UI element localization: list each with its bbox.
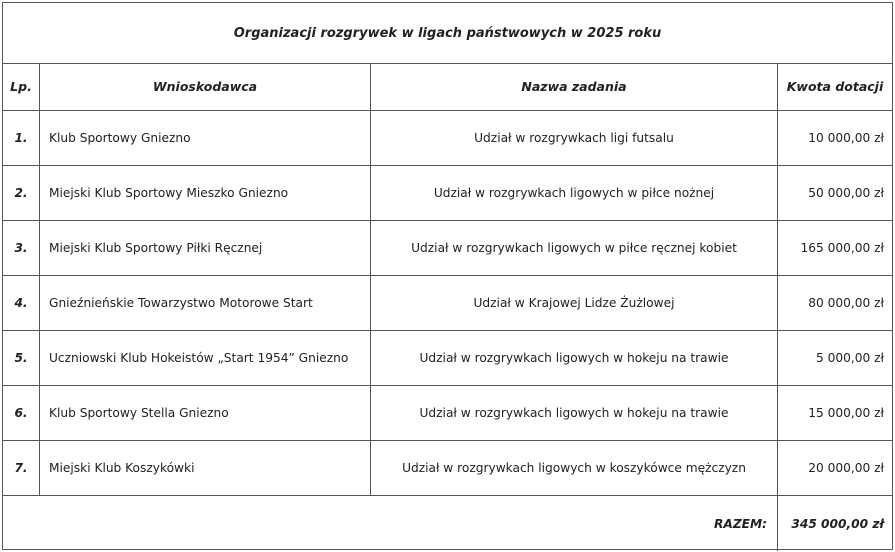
table-row bbox=[3, 441, 892, 496]
row-amount: 80 000,00 zł bbox=[778, 276, 893, 331]
header-row bbox=[3, 63, 892, 111]
total-row bbox=[3, 496, 892, 552]
row-task: Udział w rozgrywkach ligowych w koszykówce mężczyzn bbox=[371, 441, 778, 496]
table-title: Organizacji rozgrywek w ligach państwowych w 2025 roku bbox=[3, 3, 892, 64]
table-row bbox=[3, 111, 892, 166]
row-number: 6. bbox=[3, 386, 40, 441]
row-amount: 165 000,00 zł bbox=[778, 221, 893, 276]
header-lp: Lp. bbox=[3, 63, 40, 111]
row-amount: 50 000,00 zł bbox=[778, 166, 893, 221]
row-amount: 10 000,00 zł bbox=[778, 111, 893, 166]
grant-table bbox=[3, 63, 892, 551]
row-applicant: Klub Sportowy Stella Gniezno bbox=[40, 386, 371, 441]
row-applicant: Gnieźnieńskie Towarzystwo Motorowe Start bbox=[40, 276, 371, 331]
row-task: Udział w rozgrywkach ligowych w piłce ręcznej kobiet bbox=[371, 221, 778, 276]
row-number: 2. bbox=[3, 166, 40, 221]
row-task: Udział w rozgrywkach ligowych w piłce nożnej bbox=[371, 166, 778, 221]
table-row bbox=[3, 386, 892, 441]
total-label: RAZEM: bbox=[371, 496, 778, 552]
row-task: Udział w Krajowej Lidze Żużlowej bbox=[371, 276, 778, 331]
row-number: 1. bbox=[3, 111, 40, 166]
row-applicant: Miejski Klub Koszykówki bbox=[40, 441, 371, 496]
row-task: Udział w rozgrywkach ligowych w hokeju na trawie bbox=[371, 331, 778, 386]
header-task: Nazwa zadania bbox=[371, 63, 778, 111]
row-amount: 5 000,00 zł bbox=[778, 331, 893, 386]
table-row bbox=[3, 331, 892, 386]
row-amount: 15 000,00 zł bbox=[778, 386, 893, 441]
row-applicant: Miejski Klub Sportowy Piłki Ręcznej bbox=[40, 221, 371, 276]
table-row bbox=[3, 276, 892, 331]
table-row bbox=[3, 166, 892, 221]
total-amount: 345 000,00 zł bbox=[791, 516, 884, 531]
row-task: Udział w rozgrywkach ligowych w hokeju na trawie bbox=[371, 386, 778, 441]
header-applicant: Wnioskodawca bbox=[40, 63, 371, 111]
table-row bbox=[3, 221, 892, 276]
row-applicant: Miejski Klub Sportowy Mieszko Gniezno bbox=[40, 166, 371, 221]
grant-table-document bbox=[2, 2, 893, 550]
row-number: 7. bbox=[3, 441, 40, 496]
row-applicant: Uczniowski Klub Hokeistów „Start 1954” Gniezno bbox=[40, 331, 371, 386]
header-amount: Kwota dotacji bbox=[778, 63, 893, 111]
row-task: Udział w rozgrywkach ligi futsalu bbox=[371, 111, 778, 166]
row-number: 5. bbox=[3, 331, 40, 386]
total-spacer bbox=[3, 496, 371, 552]
row-number: 3. bbox=[3, 221, 40, 276]
row-applicant: Klub Sportowy Gniezno bbox=[40, 111, 371, 166]
row-number: 4. bbox=[3, 276, 40, 331]
row-amount: 20 000,00 zł bbox=[778, 441, 893, 496]
